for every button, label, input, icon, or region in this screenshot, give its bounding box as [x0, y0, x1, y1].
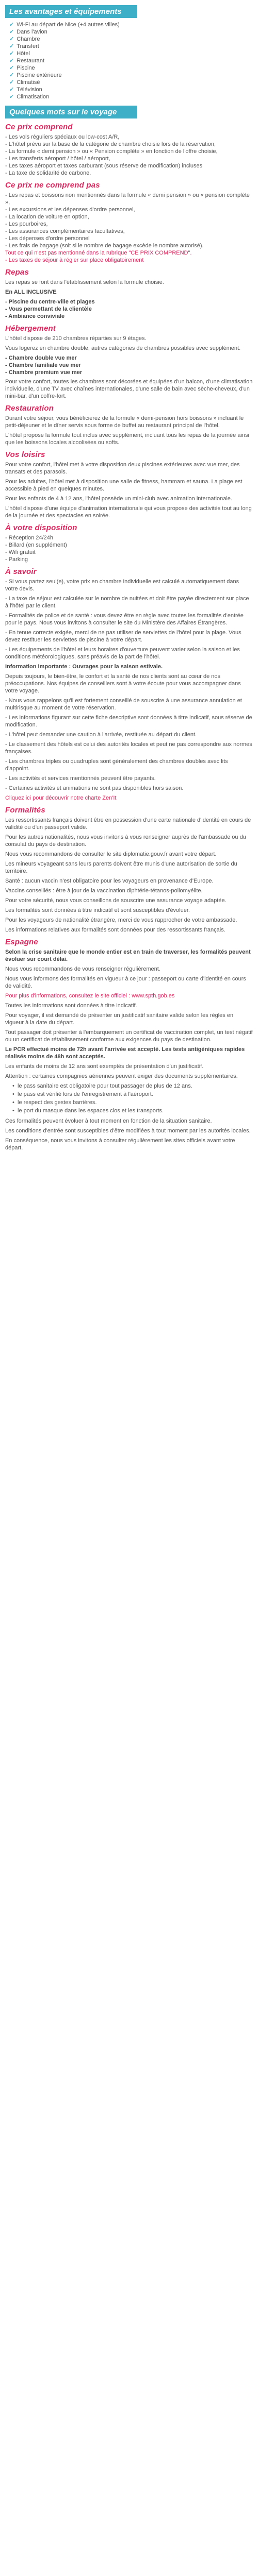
check-icon: ✓	[9, 43, 14, 49]
text-line: - Vous permettant de la clientèle	[5, 306, 92, 312]
text-paragraph: Pour les adultes, l'hôtel met à disposition une salle de fitness, hammam et sauna. La plage est accessible à pied en quelques minutes.	[5, 479, 243, 492]
check-icon: ✓	[9, 22, 14, 28]
text-paragraph: Ces formalités peuvent évoluer à tout moment en fonction de la situation sanitaire.	[5, 1118, 212, 1124]
text-line: - Ambiance conviviale	[5, 313, 65, 319]
check-icon: ✓	[9, 36, 14, 42]
text-line: - La formule « demi pension » ou « Pension complète » en fonction de l'offre choisie,	[5, 148, 218, 155]
section-price-includes-title: Ce prix comprend	[5, 123, 73, 131]
text-paragraph: L'hôtel propose la formule tout inclus avec supplément, incluant tous les repas de la journée ainsi que les boissons locales alcoolisées ou softs.	[5, 432, 249, 446]
text-paragraph: - Le classement des hôtels est celui des autorités locales et peut ne pas correspondre aux normes françaises.	[5, 741, 252, 755]
text-paragraph: Depuis toujours, le bien-être, le confort et la santé de nos clients sont au cœur de nos préoccupations. Nos équipes de conseillers sont à votre écoute pour vous accompagner dans votre voyage.	[5, 673, 241, 694]
list-item: ✓ Restaurant	[9, 58, 45, 64]
all-inclusive-label: En ALL INCLUSIVE	[5, 289, 57, 295]
equipments-list	[5, 21, 253, 100]
text-line: - L'hôtel prévu sur la base de la catégorie de chambre choisie lors de la réservation,	[5, 141, 216, 147]
list-item: • le pass sanitaire est obligatoire pour tout passager de plus de 12 ans.	[12, 1082, 253, 1090]
text-line: - Les vols réguliers spéciaux ou low-cost A/R,	[5, 134, 120, 140]
text-line: - La taxe de solidarité de carbone.	[5, 170, 91, 176]
text-line: - Chambre premium vue mer	[5, 369, 83, 376]
text-paragraph: Nous vous informons des formalités en vigueur à ce jour : passeport ou carte d'identité en cours de validité.	[5, 976, 246, 989]
check-icon: ✓	[9, 72, 14, 78]
check-icon: ✓	[9, 79, 14, 86]
section-accommodation-title: Hébergement	[5, 324, 56, 333]
section-leisure-title: Vos loisirs	[5, 450, 45, 459]
text-paragraph: Les enfants de moins de 12 ans sont exemptés de présentation d'un justificatif.	[5, 1063, 204, 1070]
text-paragraph: Santé : aucun vaccin n'est obligatoire pour les voyageurs en provenance d'Europe.	[5, 878, 214, 884]
text-line: Tout ce qui n'est pas mentionné dans la rubrique "CE PRIX COMPREND".	[5, 250, 192, 256]
text-line: - Chambre double vue mer	[5, 355, 77, 361]
section-meals-title: Repas	[5, 268, 29, 277]
list-item: ✓ Wi-Fi au départ de Nice (+4 autres villes)	[9, 22, 120, 28]
text-paragraph: - En tenue correcte exigée, merci de ne pas utiliser de serviettes de l'hôtel pour la plage. Vous devez restituer les serviettes de piscine à votre départ.	[5, 630, 241, 643]
text-paragraph: Pour les voyageurs de nationalité étrangère, merci de vous rapprocher de votre ambassade.	[5, 917, 237, 923]
text-paragraph: - Formalités de police et de santé : vous devez être en règle avec toutes les formalités d'entrée pour le pays. Nous vous invitons à consulter le site du Ministère des Affaires Étrangères.	[5, 613, 244, 626]
list-item: • le respect des gestes barrières.	[12, 1099, 253, 1106]
text-paragraph: - Les équipements de l'hôtel et leurs horaires d'ouverture peuvent varier selon la saison et les conditions météorologiques, sans préavis de la part de l'hôtel.	[5, 647, 240, 660]
text-line: - Les transferts aéroport / hôtel / aéroport,	[5, 156, 110, 162]
text-line: - Parking	[5, 556, 28, 563]
charter-link[interactable]: Cliquez ici pour découvrir notre charte Zen'It	[5, 795, 117, 801]
text-line: - Les frais de bagage (soit si le nombre de bagage excède le nombre autorisé).	[5, 243, 204, 249]
text-paragraph: Pour votre sécurité, nous vous conseillons de souscrire une assurance voyage adaptée.	[5, 897, 227, 904]
check-icon: ✓	[9, 58, 14, 64]
list-item: ✓ Chambre	[9, 36, 40, 42]
check-icon: ✓	[9, 50, 14, 57]
text-line: - Billard (en supplément)	[5, 542, 67, 548]
text-paragraph: Les ressortissants français doivent être en possession d'une carte nationale d'identité en cours de validité ou d'un passeport valide.	[5, 817, 251, 831]
text-paragraph: Nous vous recommandons de consulter le site diplomatie.gouv.fr avant votre départ.	[5, 851, 217, 857]
check-icon: ✓	[9, 94, 14, 100]
text-paragraph: - Les chambres triples ou quadruples sont généralement des chambres doubles avec lits d'appoint.	[5, 758, 228, 772]
text-paragraph: Pour votre confort, toutes les chambres sont décorées et équipées d'un balcon, d'une climatisation individuelle, d'une TV avec chaînes internationales, d'une salle de bain avec sèche-cheveux, d'un mini-bar, d'un coffre-fort.	[5, 379, 253, 399]
text-line: - Piscine du centre-ville et plages	[5, 299, 95, 305]
text-line: - Les pourboires,	[5, 221, 48, 227]
equipments-title: Les avantages et équipements	[5, 5, 137, 18]
text-line: - Les assurances complémentaires facultatives,	[5, 228, 125, 234]
section-restaurant-title: Restauration	[5, 404, 54, 413]
list-item: ✓ Climatisation	[9, 94, 50, 100]
text-paragraph: Les formalités sont données à titre indicatif et sont susceptibles d'évoluer.	[5, 907, 190, 913]
text-paragraph: - Certaines activités et animations ne sont pas disponibles hors saison.	[5, 785, 184, 791]
text-paragraph: En conséquence, nous vous invitons à consulter régulièrement les sites officiels avant votre départ.	[5, 1138, 235, 1151]
text-paragraph: Attention : certaines compagnies aériennes peuvent exiger des documents supplémentaires.	[5, 1073, 238, 1079]
text-paragraph: - Les activités et services mentionnés peuvent être payants.	[5, 775, 156, 782]
page	[0, 0, 258, 1151]
important-title: Information importante : Ouvrages pour la saison estivale.	[5, 664, 163, 670]
section-savoir-title: À savoir	[5, 567, 37, 576]
text-paragraph: Les repas se font dans l'établissement selon la formule choisie.	[5, 279, 164, 285]
text-line: - Les repas et boissons non mentionnés dans la formule « demi pension » ou « pension complète »,	[5, 192, 250, 206]
text-paragraph: Durant votre séjour, vous bénéficierez de la formule « demi-pension hors boissons » incluant le petit-déjeuner et le dîner servis sous forme de buffet au restaurant principal de l'hôtel.	[5, 415, 244, 429]
list-item: ✓ Dans l'avion	[9, 29, 47, 35]
text-line: - Les dépenses d'ordre personnel	[5, 235, 90, 242]
text-paragraph: - Si vous partez seul(e), votre prix en chambre individuelle est calculé automatiquement dans votre devis.	[5, 579, 239, 592]
check-icon: ✓	[9, 29, 14, 35]
text-paragraph: Le PCR effectué moins de 72h avant l'arrivée est accepté. Les tests antigéniques rapides réalisés moins de 48h sont acceptés.	[5, 1046, 245, 1060]
list-item: ✓ Hôtel	[9, 50, 30, 57]
section-formalites-title: Formalités	[5, 806, 45, 815]
text-paragraph: - Nous vous rappelons qu'il est fortement conseillé de souscrire à une assurance annulation et multirisque au moment de votre réservation.	[5, 698, 242, 711]
section-price-excludes-title: Ce prix ne comprend pas	[5, 181, 100, 190]
text-paragraph: Pour les enfants de 4 à 12 ans, l'hôtel possède un mini-club avec animation internationale.	[5, 496, 232, 502]
text-paragraph: - Les informations figurant sur cette fiche descriptive sont données à titre indicatif, sous réserve de modification.	[5, 715, 252, 728]
text-paragraph: - L'hôtel peut demander une caution à l'arrivée, restituée au départ du client.	[5, 732, 197, 738]
section-espagne-title: Espagne	[5, 938, 38, 946]
text-line: - Réception 24/24h	[5, 535, 53, 541]
text-line: - Les taxes de séjour à régler sur place obligatoirement	[5, 257, 144, 263]
text-paragraph: Nous vous recommandons de vous renseigner régulièrement.	[5, 966, 160, 972]
text-line: - Chambre familiale vue mer	[5, 362, 81, 368]
list-item: • le port du masque dans les espaces clos et les transports.	[12, 1107, 253, 1114]
text-line: - Les excursions et les dépenses d'ordre personnel,	[5, 207, 135, 213]
text-paragraph: Vous logerez en chambre double, autres catégories de chambres possibles avec supplément.	[5, 345, 241, 351]
text-paragraph: Les informations relatives aux formalités sont données pour des ressortissants français.	[5, 927, 225, 933]
check-icon: ✓	[9, 65, 14, 71]
text-paragraph: Pour votre confort, l'hôtel met à votre disposition deux piscines extérieures avec vue mer, des transats et des parasols.	[5, 462, 240, 475]
text-paragraph: L'hôtel dispose de 210 chambres réparties sur 9 étages.	[5, 335, 147, 342]
text-paragraph: Selon la crise sanitaire que le monde entier est en train de traverser, les formalités peuvent évoluer sur court délai.	[5, 949, 251, 962]
more-title: Quelques mots sur le voyage	[5, 106, 137, 118]
text-paragraph: Pour les autres nationalités, nous vous invitons à vous renseigner auprès de l'ambassade ou du consulat du pays de destination.	[5, 834, 246, 848]
text-line: - Wifi gratuit	[5, 549, 36, 555]
text-paragraph: Tout passager doit présenter à l'embarquement un certificat de vaccination complet, un test négatif ou un certificat de rétablissement conforme aux exigences du pays de destination.	[5, 1029, 253, 1043]
list-item: ✓ Télévision	[9, 87, 42, 93]
official-link[interactable]: Pour plus d'informations, consultez le site officiel : www.spth.gob.es	[5, 993, 175, 999]
list-item: ✓ Piscine extérieure	[9, 72, 62, 78]
espagne-bullets	[5, 1082, 253, 1114]
text-paragraph: - La taxe de séjour est calculée sur le nombre de nuitées et doit être payée directement sur place à l'hôtel par le client.	[5, 596, 249, 609]
section-notice-title: À votre disposition	[5, 523, 77, 532]
text-paragraph: Les conditions d'entrée sont susceptibles d'être modifiées à tout moment par les autorités locales.	[5, 1128, 251, 1134]
check-icon: ✓	[9, 87, 14, 93]
text-line: - La location de voiture en option,	[5, 214, 89, 220]
list-item: ✓ Piscine	[9, 65, 35, 71]
list-item: • le pass est vérifié lors de l'enregistrement à l'aéroport.	[12, 1091, 253, 1098]
list-item: ✓ Climatisé	[9, 79, 40, 86]
text-paragraph: Vaccins conseillés : être à jour de la vaccination diphtérie-tétanos-poliomyélite.	[5, 888, 203, 894]
list-item: ✓ Transfert	[9, 43, 39, 49]
text-paragraph: Pour voyager, il est demandé de présenter un justificatif sanitaire valide selon les règles en vigueur à la date du départ.	[5, 1012, 234, 1026]
text-line: - Les taxes aéroport et taxes carburant (sous réserve de modification) incluses	[5, 163, 203, 169]
text-paragraph: Toutes les informations sont données à titre indicatif.	[5, 1003, 137, 1009]
text-paragraph: Les mineurs voyageant sans leurs parents doivent être munis d'une autorisation de sortie du territoire.	[5, 861, 237, 874]
text-paragraph: L'hôtel dispose d'une équipe d'animation internationale qui vous propose des activités tout au long de la journée et des spectacles en soirée.	[5, 505, 252, 519]
